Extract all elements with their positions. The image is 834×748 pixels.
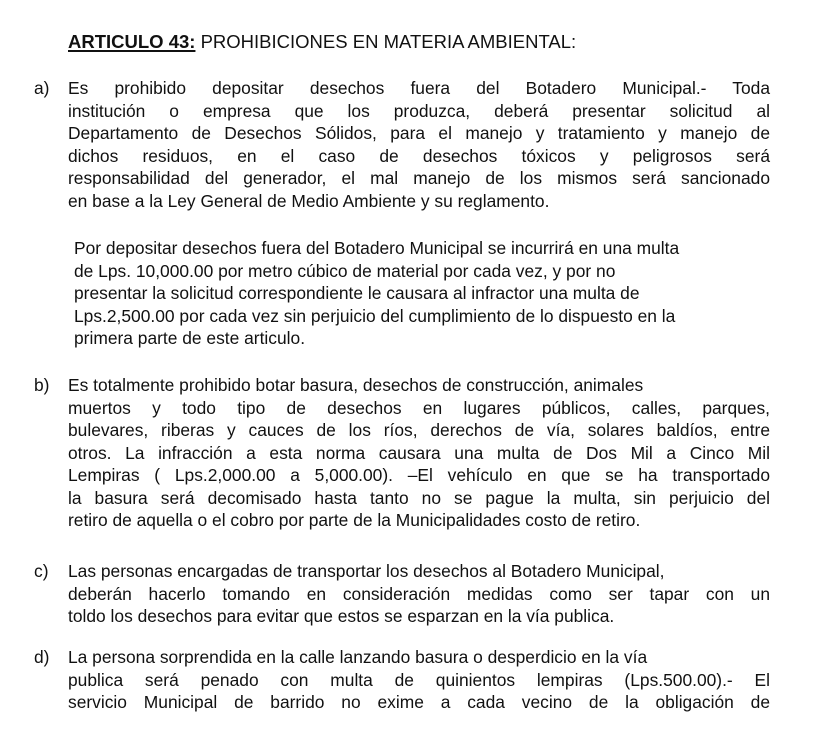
text-line: primera parte de este articulo.	[74, 328, 306, 348]
text-line: deberán hacerlo tomando en consideración medidas como ser tapar con un	[68, 583, 770, 604]
article-number: ARTICULO 43:	[68, 31, 196, 52]
text-line: Lempiras ( Lps.2,000.00 a 5,000.00). –El vehículo en que se ha transportado	[68, 465, 770, 485]
sub-paragraph-fines	[74, 237, 774, 350]
list-item-c	[34, 560, 770, 628]
item-body	[68, 77, 770, 212]
item-body	[68, 374, 770, 532]
text-line: muertos y todo tipo de desechos en lugares públicos, calles, parques,	[68, 397, 770, 418]
text-line: servicio Municipal de barrido no exime a cada vecino de la obligación de	[68, 692, 770, 712]
list-item-a	[34, 77, 770, 212]
text-line: presentar la solicitud correspondiente le causara al infractor una multa de	[74, 283, 640, 303]
text-line: publica será penado con multa de quinientos lempiras (Lps.500.00).- El	[68, 669, 770, 690]
text-line: institución o empresa que los produzca, deberá presentar solicitud al	[68, 100, 770, 121]
list-item-d	[34, 646, 770, 714]
item-label: c)	[34, 561, 49, 581]
text-line: retiro de aquella o el cobro por parte de la Municipalidades costo de retiro.	[68, 510, 641, 530]
text-line: toldo los desechos para evitar que estos se esparzan en la vía publica.	[68, 606, 615, 626]
text-line: Lps.2,500.00 por cada vez sin perjuicio del cumplimiento de lo dispuesto en la	[74, 305, 676, 326]
text-line: de Lps. 10,000.00 por metro cúbico de material por cada vez, y por no	[74, 260, 616, 281]
text-line: Las personas encargadas de transportar los desechos al Botadero Municipal,	[68, 561, 665, 581]
text-line: bulevares, riberas y cauces de los ríos, derechos de vía, solares baldíos, entre	[68, 420, 770, 440]
list-item-b	[34, 374, 770, 532]
text-line: Es prohibido depositar desechos fuera del Botadero Municipal.- Toda	[68, 78, 770, 98]
text-line: responsabilidad del generador, el mal manejo de los mismos será sancionado	[68, 168, 770, 188]
text-line: Es totalmente prohibido botar basura, desechos de construcción, animales	[68, 375, 644, 395]
text-line: la basura será decomisado hasta tanto no se pague la multa, sin perjuicio del	[68, 487, 770, 508]
text-line: otros. La infracción a esta norma causara una multa de Dos Mil a Cinco Mil	[68, 442, 770, 463]
article-title: PROHIBICIONES EN MATERIA AMBIENTAL:	[195, 31, 577, 52]
item-label: d)	[34, 647, 50, 667]
item-body	[68, 646, 770, 714]
text-line: La persona sorprendida en la calle lanzando basura o desperdicio en la vía	[68, 647, 648, 667]
item-body	[68, 560, 770, 628]
item-label: a)	[34, 78, 50, 98]
text-line: dichos residuos, en el caso de desechos tóxicos y peligrosos será	[68, 145, 770, 166]
text-line: en base a la Ley General de Medio Ambiente y su reglamento.	[68, 190, 550, 211]
text-line: Por depositar desechos fuera del Botadero Municipal se incurrirá en una multa	[74, 238, 680, 258]
article-heading	[68, 30, 576, 54]
item-label: b)	[34, 375, 50, 395]
text-line: Departamento de Desechos Sólidos, para el manejo y tratamiento y manejo de	[68, 123, 770, 143]
